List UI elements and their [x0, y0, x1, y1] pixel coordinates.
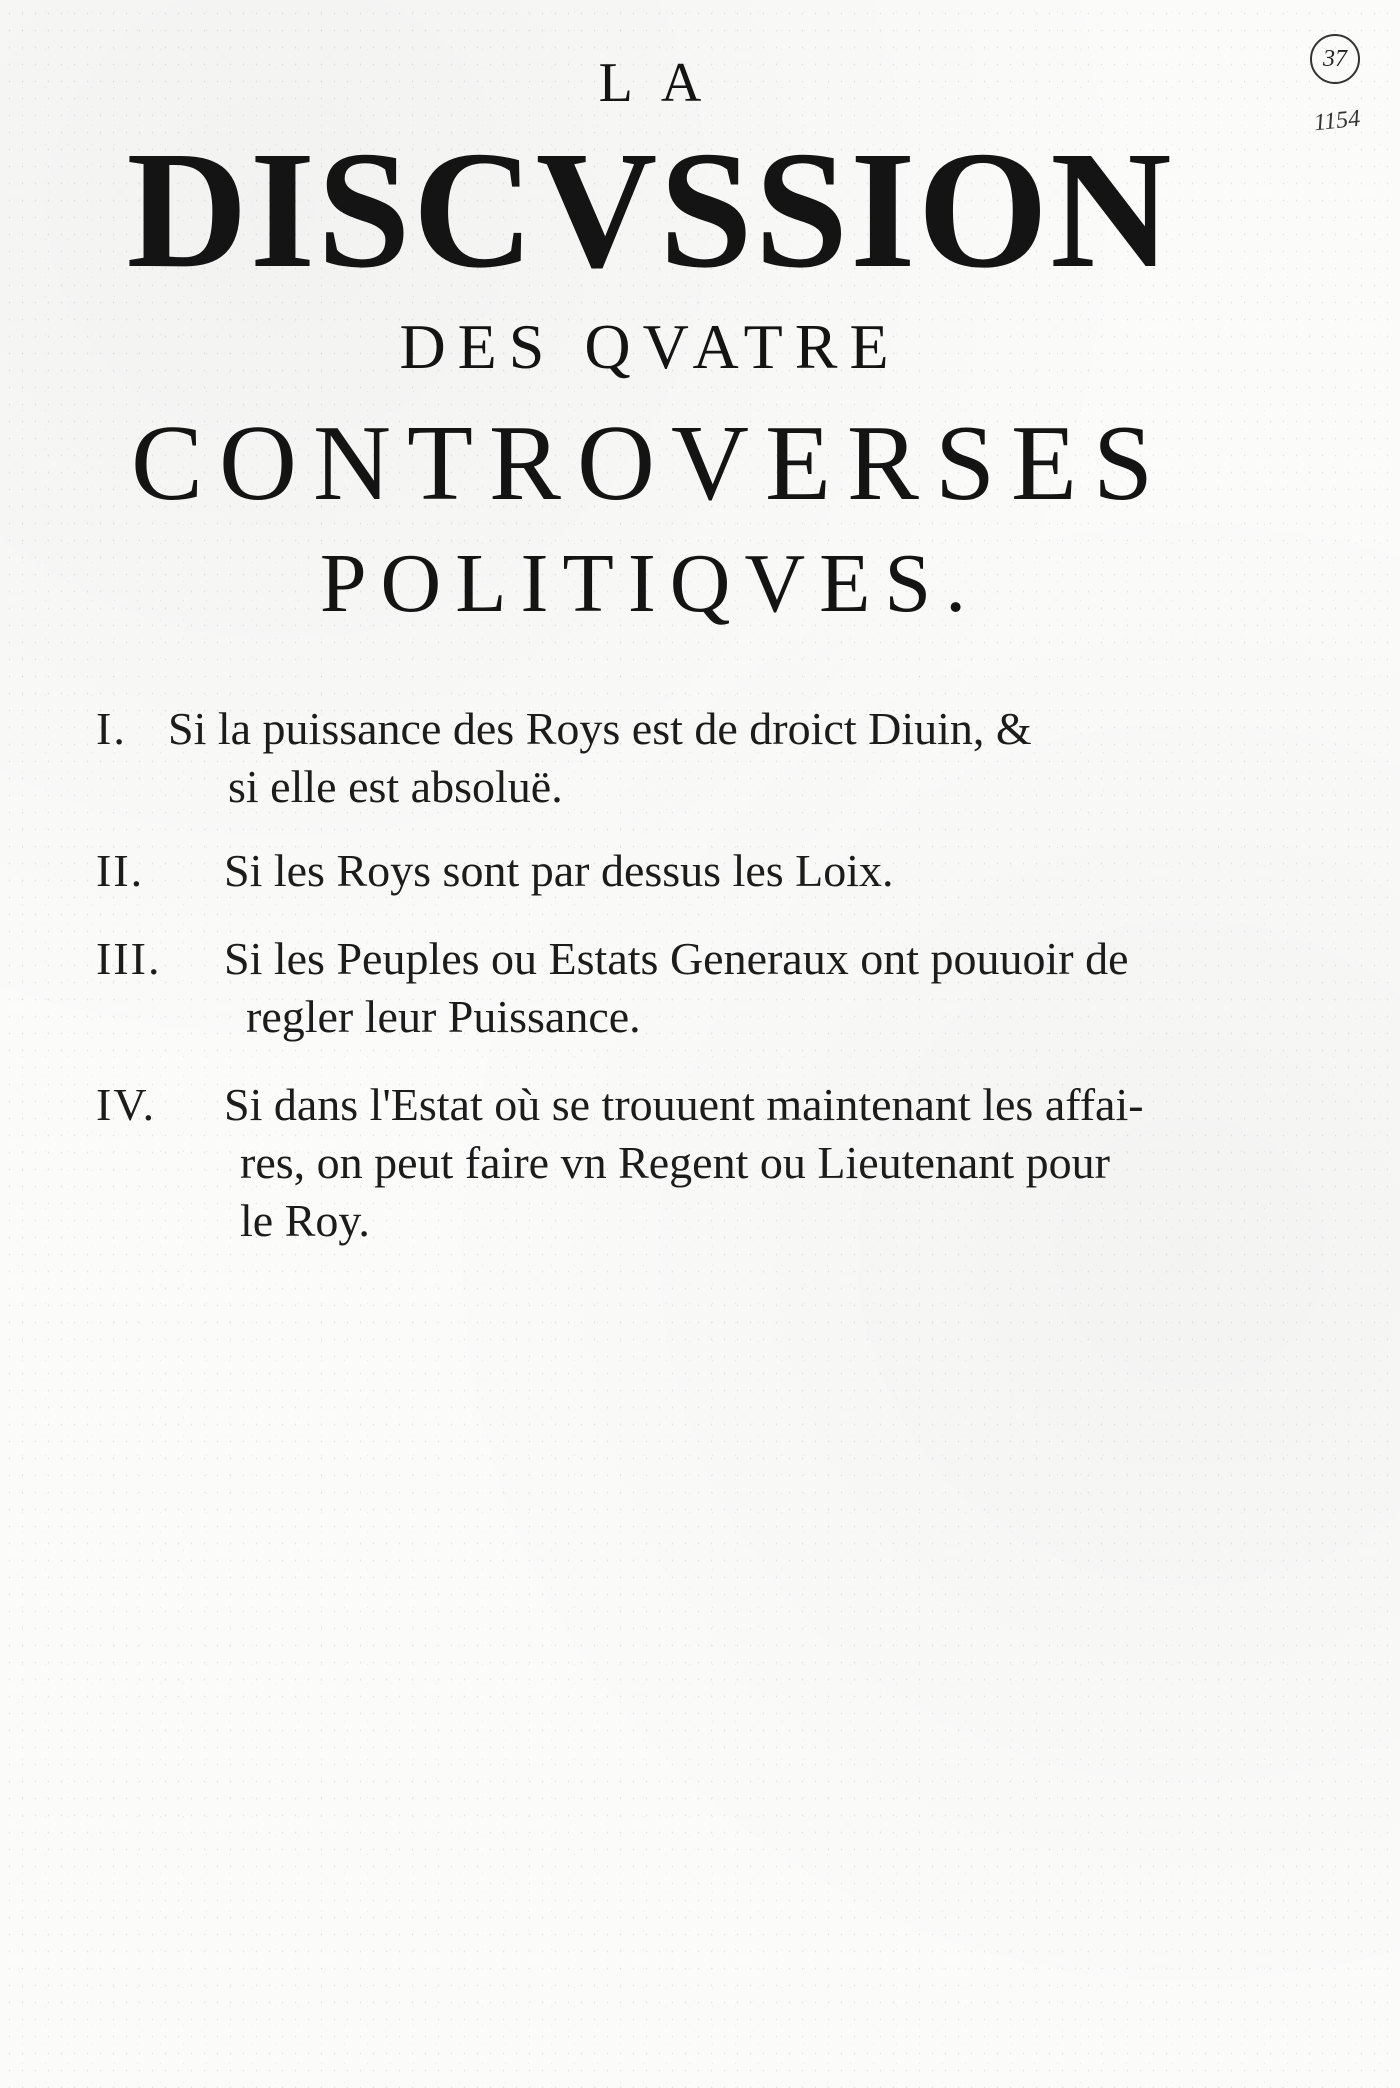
question-numeral: III.: [96, 933, 162, 984]
question-text: [224, 842, 1226, 900]
question-line: Si dans l'Estat où se trouuent maintenant les affai-: [224, 1079, 1144, 1130]
question-line: le Roy.: [240, 1195, 370, 1246]
question-line: Si la puissance des Roys est de droict Diuin, &: [168, 703, 1032, 754]
question-line: Si les Roys sont par dessus les Loix.: [224, 845, 894, 896]
title-subtitle-1: DES QVATRE: [399, 311, 901, 382]
question-line: res, on peut faire vn Regent ou Lieutenant pour: [240, 1137, 1110, 1188]
question-line: Si les Peuples ou Estats Generaux ont pouuoir de: [224, 933, 1129, 984]
question-text: [168, 700, 1226, 816]
question-text: [224, 1076, 1226, 1250]
question-line: regler leur Puissance.: [246, 991, 641, 1042]
question-text: [224, 930, 1226, 1046]
question-item: [96, 700, 1226, 816]
question-item: [96, 930, 1226, 1046]
title-main: DISCVSSION: [126, 117, 1174, 303]
title-block: [60, 48, 1240, 638]
manuscript-number: 1154: [1312, 105, 1362, 137]
question-item: [96, 842, 1226, 900]
question-numeral: I.: [96, 703, 127, 754]
title-subtitle-2: CONTROVERSES: [130, 404, 1170, 523]
question-line: si elle est absoluë.: [228, 761, 563, 812]
question-numeral: II.: [96, 845, 145, 896]
question-numeral: IV.: [96, 1079, 157, 1130]
title-article: LA: [598, 52, 730, 114]
questions-list: [96, 700, 1226, 1278]
question-item: [96, 1076, 1226, 1250]
shelf-mark-number: 37: [1323, 45, 1347, 72]
shelf-mark-stamp: [1310, 34, 1360, 84]
title-subtitle-3: POLITIQVES.: [319, 537, 981, 630]
